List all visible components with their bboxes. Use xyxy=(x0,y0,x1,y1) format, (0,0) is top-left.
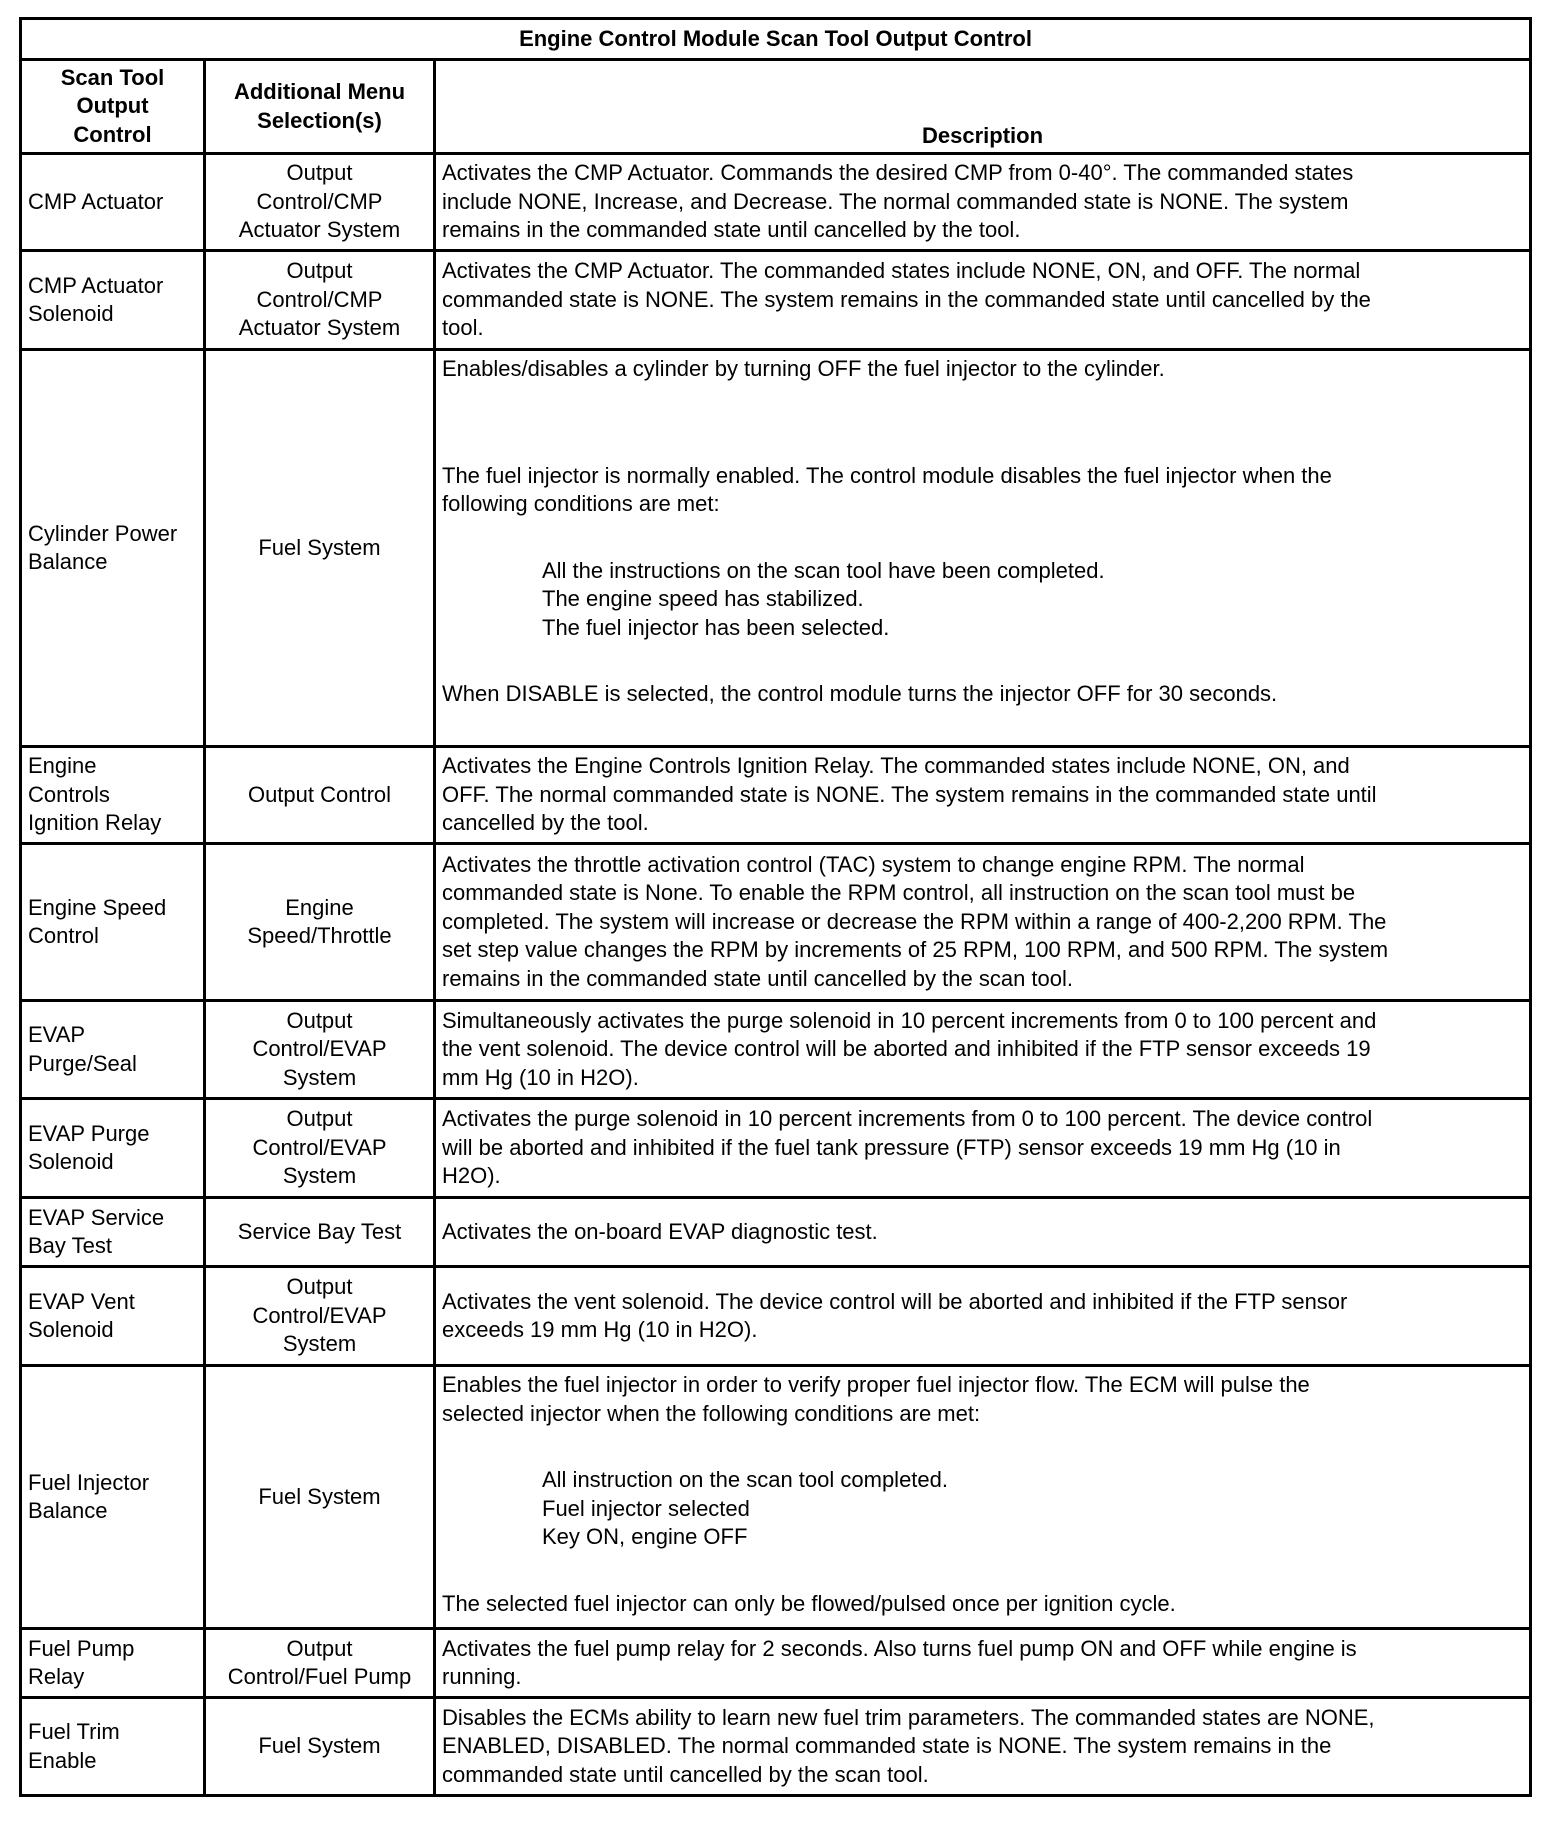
condition-item: The engine speed has stabilized. xyxy=(542,586,864,611)
description-line: commanded state is None. To enable the RPM control, all instruction on the scan tool must be xyxy=(442,880,1356,906)
description-cell xyxy=(435,251,1531,350)
menu-selection-line: Control/CMP xyxy=(256,286,383,312)
table-row xyxy=(21,1698,1531,1796)
description-line: following conditions are met: xyxy=(442,491,720,516)
control-name-line: Purge/Seal xyxy=(28,1050,137,1076)
description-line: remains in the commanded state until cancelled by the tool. xyxy=(442,217,1021,243)
menu-selection-cell xyxy=(205,747,435,844)
paragraph-gap xyxy=(442,1428,1523,1466)
description-line: Activates the vent solenoid. The device control will be aborted and inhibited if the FTP sensor xyxy=(442,1288,1348,1314)
control-cell xyxy=(21,1366,205,1629)
menu-selection-cell xyxy=(205,251,435,350)
menu-selection-cell xyxy=(205,1366,435,1629)
menu-selection-cell xyxy=(205,1629,435,1698)
menu-selection-line: Control/CMP xyxy=(256,188,383,214)
menu-selection-line: Fuel System xyxy=(258,534,381,560)
control-name-line: CMP Actuator xyxy=(28,188,164,214)
description-line: mm Hg (10 in H2O). xyxy=(442,1064,639,1090)
menu-selection-line: Output xyxy=(286,160,353,186)
description-line: running. xyxy=(442,1664,522,1689)
description-line: set step value changes the RPM by increments of 25 RPM, 100 RPM, and 500 RPM. The system xyxy=(442,937,1389,963)
description-line: Activates the fuel pump relay for 2 seconds. Also turns fuel pump ON and OFF while engine is xyxy=(442,1635,1357,1661)
description-line: When DISABLE is selected, the control module turns the injector OFF for 30 seconds. xyxy=(442,681,1278,706)
control-name-line: EVAP Vent xyxy=(28,1288,135,1314)
control-name-line: Fuel Injector xyxy=(28,1469,150,1495)
paragraph-gap xyxy=(442,642,1523,680)
menu-selection-line: System xyxy=(282,1064,357,1090)
menu-selection-cell xyxy=(205,1267,435,1366)
condition-item: Key ON, engine OFF xyxy=(542,1524,748,1549)
description-cell xyxy=(435,1698,1531,1796)
menu-selection-line: System xyxy=(282,1331,357,1357)
description-cell xyxy=(435,1366,1531,1629)
menu-selection-cell xyxy=(205,1001,435,1099)
description-cell xyxy=(435,1099,1531,1198)
condition-item: All the instructions on the scan tool have been completed. xyxy=(542,557,1105,583)
control-name-line: EVAP xyxy=(28,1022,86,1047)
menu-selection-cell xyxy=(205,350,435,747)
description-cell xyxy=(435,1267,1531,1366)
menu-selection-line: Actuator System xyxy=(238,315,401,341)
control-cell xyxy=(21,1629,205,1698)
menu-selection-line: Output xyxy=(286,258,353,284)
description-line: will be aborted and inhibited if the fuel tank pressure (FTP) sensor exceeds 19 mm Hg (10 in xyxy=(442,1134,1341,1160)
menu-selection-line: Engine xyxy=(285,894,354,920)
control-name-line: Relay xyxy=(28,1664,85,1689)
control-cell xyxy=(21,1099,205,1198)
control-name-line: EVAP Purge xyxy=(28,1120,150,1146)
header-line: Control xyxy=(73,121,152,147)
description-line: Activates the throttle activation control (TAC) system to change engine RPM. The normal xyxy=(442,851,1305,877)
description-line: Simultaneously activates the purge solenoid in 10 percent increments from 0 to 100 percent and xyxy=(442,1007,1377,1033)
condition-item: The fuel injector has been selected. xyxy=(542,614,890,640)
description-line: Enables/disables a cylinder by turning OFF the fuel injector to the cylinder. xyxy=(442,356,1165,381)
control-name-line: Solenoid xyxy=(28,1149,114,1174)
menu-selection-line: System xyxy=(282,1163,357,1189)
header-line: Scan Tool xyxy=(60,64,165,90)
menu-selection-cell xyxy=(205,1698,435,1796)
description-cell xyxy=(435,747,1531,844)
description-cell xyxy=(435,1001,1531,1099)
description-line: The selected fuel injector can only be flowed/pulsed once per ignition cycle. xyxy=(442,1590,1176,1616)
table-row xyxy=(21,844,1531,1001)
description-line: commanded state is NONE. The system remains in the commanded state until cancelled by the xyxy=(442,286,1371,312)
description-line: Activates the on-board EVAP diagnostic test. xyxy=(442,1218,878,1244)
table-title: Engine Control Module Scan Tool Output Control xyxy=(21,19,1531,60)
table-row xyxy=(21,350,1531,747)
description-line: Activates the CMP Actuator. The commanded states include NONE, ON, and OFF. The normal xyxy=(442,258,1361,284)
control-cell xyxy=(21,350,205,747)
control-cell xyxy=(21,154,205,251)
menu-selection-line: Control/EVAP xyxy=(252,1036,387,1062)
control-cell xyxy=(21,1001,205,1099)
menu-selection-line: Actuator System xyxy=(238,217,401,243)
menu-selection-line: Control/Fuel Pump xyxy=(227,1664,412,1689)
menu-selection-line: Output xyxy=(286,1106,353,1132)
menu-selection-line: Speed/Throttle xyxy=(247,923,392,948)
description-cell xyxy=(435,350,1531,747)
paragraph-gap xyxy=(442,1552,1523,1590)
table-row xyxy=(21,747,1531,844)
control-name-line: EVAP Service xyxy=(28,1204,165,1230)
description-line: remains in the commanded state until cancelled by the scan tool. xyxy=(442,965,1074,991)
description-cell xyxy=(435,844,1531,1001)
menu-selection-line: Output xyxy=(286,1635,353,1661)
description-line: completed. The system will increase or decrease the RPM within a range of 400-2,200 RPM. The xyxy=(442,908,1387,934)
menu-selection-line: Service Bay Test xyxy=(237,1218,402,1244)
table-row xyxy=(21,1267,1531,1366)
description-line: Activates the purge solenoid in 10 percent increments from 0 to 100 percent. The device control xyxy=(442,1106,1373,1132)
menu-selection-cell xyxy=(205,1099,435,1198)
description-cell xyxy=(435,1198,1531,1267)
description-line: H2O). xyxy=(442,1163,501,1189)
paragraph-gap xyxy=(442,384,1523,462)
description-cell xyxy=(435,1629,1531,1698)
header-line: Additional Menu xyxy=(233,79,406,104)
control-cell xyxy=(21,1698,205,1796)
description-line: Enables the fuel injector in order to verify proper fuel injector flow. The ECM will pulse the xyxy=(442,1372,1310,1397)
control-name-line: Solenoid xyxy=(28,301,114,326)
header-line: Output xyxy=(76,93,149,119)
description-line: cancelled by the tool. xyxy=(442,810,649,836)
control-name-line: Enable xyxy=(28,1747,97,1773)
control-name-line: Fuel Pump xyxy=(28,1635,135,1661)
description-line: include NONE, Increase, and Decrease. The normal commanded state is NONE. The system xyxy=(442,188,1349,214)
menu-selection-cell xyxy=(205,844,435,1001)
description-line: Activates the Engine Controls Ignition Relay. The commanded states include NONE, ON, and xyxy=(442,753,1350,779)
description-line: The fuel injector is normally enabled. The control module disables the fuel injector when the xyxy=(442,462,1332,488)
control-name-line: Solenoid xyxy=(28,1317,114,1342)
control-name-line: Fuel Trim xyxy=(28,1719,120,1744)
menu-selection-line: Control/EVAP xyxy=(252,1302,387,1328)
control-name-line: Engine xyxy=(28,753,97,779)
control-cell xyxy=(21,844,205,1001)
menu-selection-line: Fuel System xyxy=(258,1733,381,1759)
table-row xyxy=(21,1099,1531,1198)
menu-selection-line: Control/EVAP xyxy=(252,1134,387,1160)
control-name-line: Engine Speed xyxy=(28,894,167,920)
table-body xyxy=(21,154,1531,1796)
description-line: commanded state until cancelled by the scan tool. xyxy=(442,1761,929,1787)
control-cell xyxy=(21,1198,205,1267)
table-row xyxy=(21,1366,1531,1629)
table-row xyxy=(21,1001,1531,1099)
table-row xyxy=(21,154,1531,251)
menu-selection-cell xyxy=(205,154,435,251)
description-line: selected injector when the following conditions are met: xyxy=(442,1400,981,1426)
control-name-line: Balance xyxy=(28,549,108,574)
control-cell xyxy=(21,251,205,350)
menu-selection-cell xyxy=(205,1198,435,1267)
table-row xyxy=(21,1629,1531,1698)
description-cell xyxy=(435,154,1531,251)
header-description: Description xyxy=(435,60,1531,154)
menu-selection-line: Output xyxy=(286,1274,353,1300)
control-name-line: Ignition Relay xyxy=(28,810,162,836)
control-name-line: Control xyxy=(28,923,99,948)
menu-selection-line: Output xyxy=(286,1007,353,1033)
control-name-line: CMP Actuator xyxy=(28,272,164,298)
condition-item: Fuel injector selected xyxy=(542,1495,750,1521)
control-cell xyxy=(21,1267,205,1366)
menu-selection-line: Fuel System xyxy=(258,1483,381,1509)
control-name-line: Balance xyxy=(28,1498,108,1523)
description-line: tool. xyxy=(442,315,484,341)
header-additional-menu-selections xyxy=(205,60,435,154)
output-control-table xyxy=(19,17,1532,1797)
header-line: Selection(s) xyxy=(257,107,382,133)
menu-selection-line: Output Control xyxy=(247,781,392,807)
control-cell xyxy=(21,747,205,844)
description-line: ENABLED, DISABLED. The normal commanded state is NONE. The system remains in the xyxy=(442,1733,1332,1759)
description-line: OFF. The normal commanded state is NONE. The system remains in the commanded state until xyxy=(442,781,1377,807)
condition-item: All instruction on the scan tool completed. xyxy=(542,1467,949,1492)
description-line: the vent solenoid. The device control will be aborted and inhibited if the FTP sensor exceeds 19 xyxy=(442,1036,1371,1062)
description-line: Activates the CMP Actuator. Commands the desired CMP from 0-40°. The commanded states xyxy=(442,160,1354,186)
table-row xyxy=(21,1198,1531,1267)
description-line: Disables the ECMs ability to learn new fuel trim parameters. The commanded states are NONE, xyxy=(442,1704,1375,1730)
description-line: exceeds 19 mm Hg (10 in H2O). xyxy=(442,1317,758,1342)
control-name-line: Controls xyxy=(28,781,110,807)
header-scan-tool-output-control xyxy=(21,60,205,154)
table-row xyxy=(21,251,1531,350)
control-name-line: Bay Test xyxy=(28,1233,112,1258)
paragraph-gap xyxy=(442,519,1523,557)
control-name-line: Cylinder Power xyxy=(28,520,178,546)
